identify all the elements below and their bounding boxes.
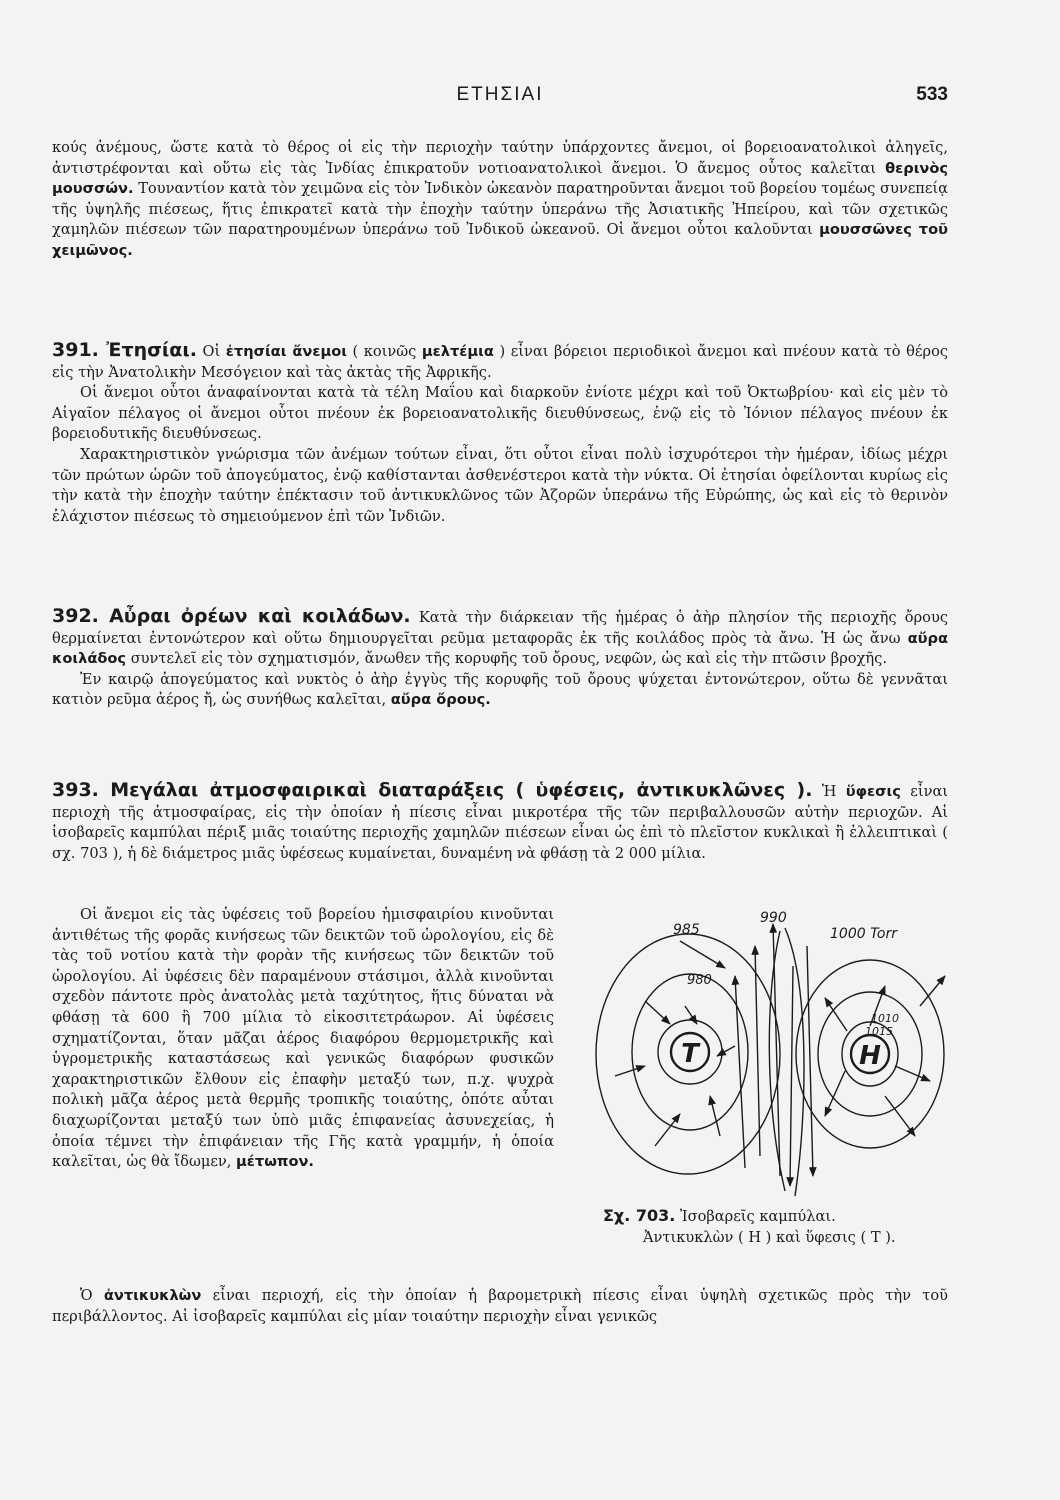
running-head [52, 84, 948, 114]
section-391-text-3: ) εἶναι βόρειοι περιοδικοὶ ἄνεμοι καὶ πνέουν κατὰ τὸ θέρος εἰς τὴν Ἀνατολικὴν Μεσόγειον καὶ τὰς ἀκτὰς τῆς Ἀφρικῆς. [52, 343, 949, 381]
section-391-paragraph-3: Χαρακτηριστικὸν γνώρισμα τῶν ἀνέμων τούτων εἶναι, ὅτι οὗτοι εἶναι πολὺ ἰσχυρότεροι τὴν ἡμέραν, ἰδίως μέχρι τῶν πρώτων ὡρῶν τοῦ ἀπογεύματος, ἐνῷ καθίστανται ἀσθενέστεροι κατὰ τὴν νύκτα. Οἱ ἐτησίαι ὀφείλονται κυρίως εἰς τὴν κατὰ τὴν ἐποχὴν ταύτην ἐπέκτασιν τοῦ ἀντικυκλῶνος τῶν Ἀζορῶν ὑπεράνω τῆς Εὐρώπης, ὡς καὶ εἰς τὸ θερινὸν ἐλάχιστον πιέσεως τὸ σημειούμενον ἐπὶ τῶν Ἰνδιῶν. [52, 445, 948, 525]
term-meltemia: μελτέμια [421, 343, 494, 360]
section-393-text-3: Οἱ ἄνεμοι εἰς τὰς ὑφέσεις τοῦ βορείου ἡμισφαιρίου κινοῦνται ἀντιθέτως τῆς φορᾶς κινήσεως τῶν δεικτῶν τοῦ ὡρολογίου, εἰς δὲ τὰς τοῦ νοτίου κατὰ τὴν φορὰν τῆς κινήσεως τῶν δεικτῶν τοῦ ὡρολογίου. Αἱ ὑφέσεις δὲν παραμένουν στάσιμοι, ἀλλὰ κινοῦνται σχεδὸν πάντοτε πρὸς ἀνατολὰς μετὰ ταχύτητος, ἥτις δύναται νὰ φθάσῃ τὰ 600 ἢ 700 μίλια τὸ εἰκοσιτετράωρον. Αἱ ὑφέσεις σχηματίζονται, ὅταν μᾶζαι ἀέρος διαφόρου θερμομετρικῆς καὶ ὑγρομετρικῆς καταστάσεως καὶ γενικῶς διαφόρων φυσικῶν χαρακτηριστικῶν ἔλθουν εἰς ἐπαφὴν μεταξύ των, π.χ. ψυχρὰ πολικὴ μᾶζα ἀέρος μετὰ θερμῆς τροπικῆς τοιαύτης, ὁπότε αὗται διαχωρίζονται μεταξύ των ὑπὸ μιᾶς ἐπιφανείας ἀσυνεχείας, ἡ ὁποία τέμνει τὴν ἐπιφάνειαν τῆς Γῆς κατὰ γραμμήν, ἡ ὁποία καλεῖται, ὡς θὰ ἴδωμεν, [52, 906, 554, 1171]
section-393-paragraph-3 [52, 1286, 948, 1327]
label-990: 990 [760, 910, 787, 926]
caption-line-2: Ἀντικυκλὼν ( Η ) καὶ ὕφεσις ( Τ ). [643, 1229, 896, 1246]
isobar-diagram [585, 906, 960, 1206]
section-392-paragraph-2 [52, 670, 948, 711]
label-1015: 1015 [865, 1025, 893, 1038]
figure-caption [603, 1205, 953, 1248]
caption-label: Σχ. 703. [603, 1206, 676, 1225]
high-symbol: H [859, 1041, 881, 1071]
section-393-paragraph-2 [52, 905, 554, 1173]
intro-paragraph [52, 138, 948, 262]
section-393-text-5: εἶναι περιοχή, εἰς τὴν ὁποίαν ἡ βαρομετρικὴ πίεσις εἶναι ὑψηλὴ σχετικῶς πρὸς τὴν τοῦ περιβάλλοντος. Αἱ ἰσοβαρεῖς καμπύλαι εἰς μίαν τοιαύτην περιοχὴν εἶναι γενικῶς [52, 1287, 949, 1325]
label-1000: 1000 Torr [830, 926, 897, 942]
section-393-paragraph-1 [52, 780, 948, 864]
section-391 [52, 340, 948, 527]
section-393-text-2: εἶναι περιοχὴ τῆς ἀτμοσφαίρας, εἰς τὴν ὁποίαν ἡ πίεσις εἶναι μικροτέρα τῆς τῶν περιβαλλουσῶν αὐτὴν περιοχῶν. Αἱ ἰσοβαρεῖς καμπύλαι πέριξ μιᾶς τοιαύτης περιοχῆς χαμηλῶν πιέσεων εἶναι ὡς ἐπὶ τὸ πλεῖστον κυκλικαὶ ἢ ἐλλειπτικαὶ ( σχ. 703 ), ἡ δὲ διάμετρος μιᾶς ὑφέσεως κυμαίνεται, δυναμένη νὰ φθάσῃ τὰ 2 000 μίλια. [52, 783, 949, 862]
low-symbol: T [681, 1039, 699, 1069]
section-391-text-1: Οἱ [202, 343, 221, 360]
section-393-intro [52, 780, 948, 864]
label-980: 980 [687, 973, 712, 988]
intro-block [52, 138, 948, 262]
section-393-heading: 393. Μεγάλαι ἀτμοσφαιρικαὶ διαταράξεις ( ὑφέσεις, ἀντικυκλῶνες ). [52, 779, 813, 801]
section-392-text-3: Ἐν καιρῷ ἀπογεύματος καὶ νυκτὸς ὁ ἀὴρ ἐγγὺς τῆς κορυφῆς τοῦ ὄρους ψύχεται ἐντονώτερον, οὕτω δὲ γεννᾶται κατιὸν ρεῦμα ἀέρος ἤ, ὡς συνήθως καλεῖται, [52, 670, 948, 709]
term-etesian-winds: ἐτησίαι ἄνεμοι [225, 343, 347, 360]
section-393-text-1: Ἡ [821, 783, 837, 800]
section-391-paragraph-1 [52, 340, 948, 383]
term-front: μέτωπον. [236, 1153, 314, 1171]
term-anticyclone: ἀντικυκλὼν [103, 1287, 202, 1304]
page-number: 533 [916, 84, 948, 105]
section-393-column [52, 905, 554, 1173]
isobar-1000 [785, 928, 804, 1196]
figure-703 [585, 906, 960, 1256]
term-mountain-breeze: αὔρα ὄρους. [390, 691, 491, 709]
label-985: 985 [673, 922, 700, 938]
label-1010: 1010 [871, 1012, 899, 1025]
term-winter-monsoon: μουσσῶνες τοῦ χειμῶνος. [52, 221, 948, 259]
section-393-end [52, 1286, 948, 1327]
section-392-heading: 392. Αὖραι ὀρέων καὶ κοιλάδων. [52, 605, 411, 627]
section-392-text-1: Κατὰ τὴν διάρκειαν τῆς ἡμέρας ὁ ἀὴρ πλησίον τῆς περιοχῆς ὄρους θερμαίνεται ἐντονώτερον καὶ οὕτω δημιουργεῖται ρεῦμα μεταφορᾶς ἐκ τῆς κοιλάδος πρὸς τὰ ἄνω. Ἡ ὡς ἄνω [52, 609, 948, 647]
section-391-paragraph-2: Οἱ ἄνεμοι οὗτοι ἀναφαίνονται κατὰ τὰ τέλη Μαΐου καὶ διαρκοῦν ἐνίοτε μέχρι καὶ τοῦ Ὀκτωβρίου· καὶ εἰς μὲν τὸ Αἰγαῖον πέλαγος οἱ ἄνεμοι οὗτοι πνέουν ἐκ βορειοανατολικῆς διευθύνσεως, ἐνῷ εἰς τὸ Ἰόνιον πέλαγος πνέουν ἐκ βορειοδυτικῆς διευθύνσεως. [52, 384, 948, 443]
section-392-text-2: συντελεῖ εἰς τὸν σχηματισμόν, ἄνωθεν τῆς κορυφῆς τοῦ ὄρους, νεφῶν, ὡς καὶ εἰς τὴν πτῶσιν βροχῆς. [130, 650, 887, 668]
term-summer-monsoon: θερινὸς μουσσών. [52, 159, 949, 198]
section-393-text-4: Ὁ [80, 1287, 93, 1304]
section-392 [52, 606, 948, 711]
caption-text-1: Ἰσοβαρεῖς καμπύλαι. [680, 1208, 836, 1225]
caption-line-1 [603, 1205, 953, 1227]
term-valley-breeze: αὔρα κοιλάδος [52, 629, 949, 668]
section-391-text-2: ( κοινῶς [352, 343, 417, 360]
section-392-paragraph-1 [52, 606, 948, 670]
running-title: ΕΤΗΣΙΑΙ [456, 84, 544, 105]
section-391-heading: 391. Ἐτησίαι. [52, 339, 197, 361]
intro-text-2: Τουναντίον κατὰ τὸν χειμῶνα εἰς τὸν Ἰνδικὸν ὠκεανὸν παρατηροῦνται ἄνεμοι τοῦ βορείου τομέως συνεπείᾳ τῆς ὑψηλῆς πιέσεως, ἥτις ἐπικρατεῖ κατὰ τὴν ἐποχὴν ταύτην ὑπεράνω τῆς Ἀσιατικῆς Ἠπείρου, καὶ τῶν σχετικῶς χαμηλῶν πιέσεων τῶν παρατηρουμένων ὑπεράνω τοῦ Ἰνδικοῦ ὠκεανοῦ. Οἱ ἄνεμοι οὗτοι καλοῦνται [52, 180, 948, 239]
term-depression: ὕφεσις [845, 783, 901, 800]
intro-text-1: κούς ἀνέμους, ὥστε κατὰ τὸ θέρος οἱ εἰς τὴν περιοχὴν ταύτην ὑπάρχοντες ἄνεμοι, οἱ βορειοανατολικοὶ ἀληγεῖς, ἀντιστρέφονται καὶ οὕτω εἰς τὰς Ἰνδίας ἐπικρατοῦν νοτιοανατολικοὶ ἄνεμοι. Ὁ ἄνεμος οὗτος καλεῖται [52, 139, 948, 177]
